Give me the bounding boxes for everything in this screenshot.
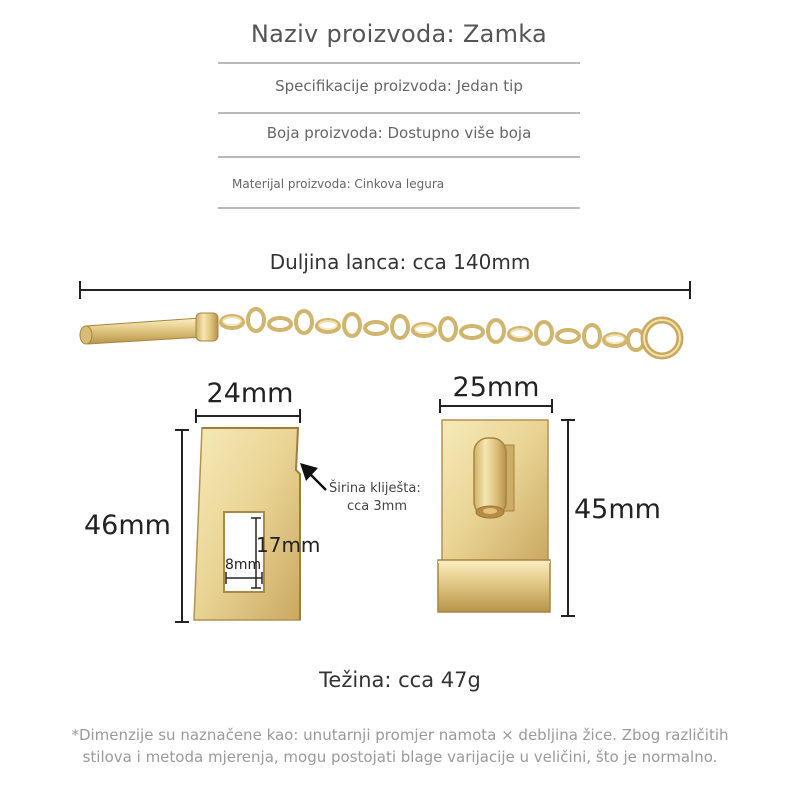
right-width-label: 25mm: [452, 372, 540, 403]
chain-with-pin: [80, 309, 680, 356]
left-height-label: 46mm: [84, 510, 171, 541]
chain-length-dimension: [80, 281, 690, 299]
weight-label: Težina: cca 47g: [319, 668, 481, 692]
product-specification: Specifikacije proizvoda: Jedan tip: [275, 77, 523, 95]
left-width-dimension: [196, 409, 300, 423]
left-plate: [194, 428, 300, 620]
footnote-line-2: stilova i metoda mjerenja, mogu postojati blage varijacije u veličini, što je normalno.: [82, 748, 718, 766]
gap-width-label-line2: cca 3mm: [347, 499, 407, 514]
slot-width-label: 8mm: [225, 557, 262, 573]
chain-length-label: Duljina lanca: cca 140mm: [269, 250, 531, 274]
gap-width-label-line1: Širina kliješta:: [329, 481, 421, 496]
gap-arrow: [300, 463, 326, 490]
product-name: Naziv proizvoda: Zamka: [250, 20, 548, 48]
slot-height-label: 17mm: [256, 533, 321, 557]
right-height-dimension: [561, 420, 575, 616]
product-color: Boja proizvoda: Dostupno više boja: [266, 124, 532, 142]
footnote-line-1: *Dimenzije su naznačene kao: unutarnji promjer namota × debljina žice. Zbog različitih: [71, 726, 729, 744]
footnote: [20, 724, 780, 768]
left-height-dimension: [175, 430, 189, 622]
right-height-label: 45mm: [574, 494, 661, 525]
left-width-label: 24mm: [206, 378, 294, 409]
right-plate: [438, 420, 550, 612]
product-material: Materijal proizvoda: Cinkova legura: [232, 177, 445, 191]
